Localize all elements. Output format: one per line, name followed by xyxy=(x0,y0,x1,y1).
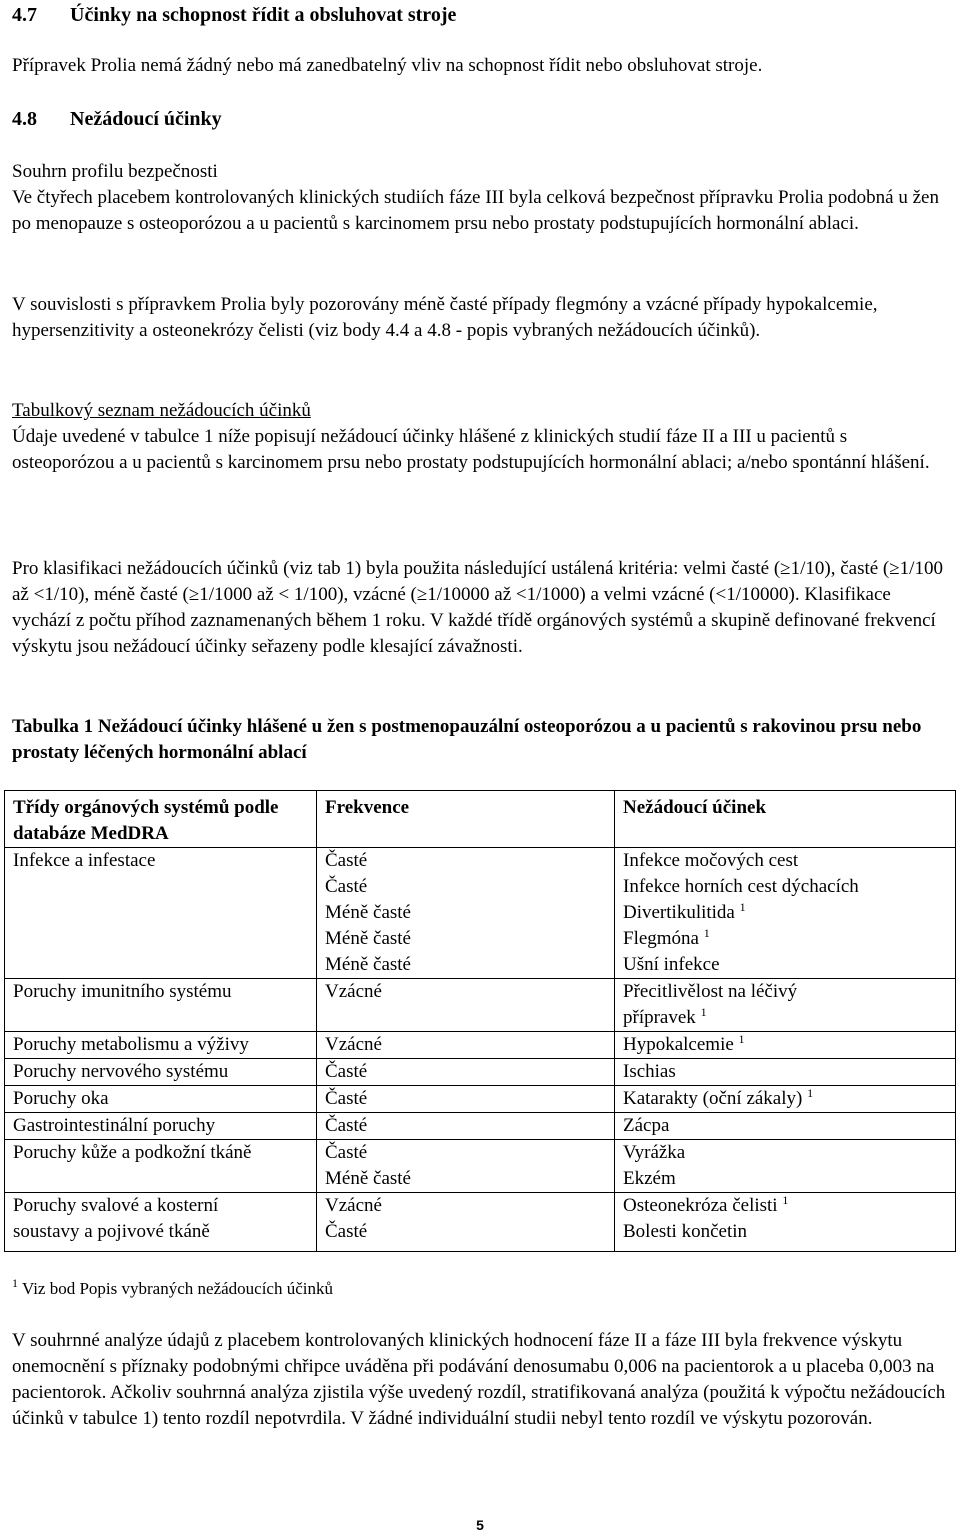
tabular-list xyxy=(12,398,948,476)
table-footnote xyxy=(12,1276,333,1302)
cell-organ-system xyxy=(5,1032,317,1059)
organ-system-text: Poruchy imunitního systému xyxy=(13,981,232,1002)
organ-system-text: Poruchy oka xyxy=(13,1088,109,1109)
section-title: Účinky na schopnost řídit a obsluhovat stroje xyxy=(70,4,457,26)
frequency-text: Časté xyxy=(325,1061,368,1082)
footnote-reference: 1 xyxy=(738,1032,745,1046)
footnote-reference: 1 xyxy=(739,900,746,914)
page-number: 5 xyxy=(476,1517,484,1533)
adverse-effect-text: Flegmóna xyxy=(623,928,699,949)
adverse-effect-text: Infekce močových cest xyxy=(623,850,799,871)
frequency-text: Méně časté xyxy=(325,928,411,949)
adverse-effect-text: Katarakty (oční zákaly) xyxy=(623,1088,803,1109)
frequency-text: Méně časté xyxy=(325,902,411,923)
organ-system-text: Poruchy metabolismu a výživy xyxy=(13,1034,249,1055)
tabular-list-heading: Tabulkový seznam nežádoucích účinků xyxy=(12,400,311,421)
cell-organ-system xyxy=(5,1193,317,1252)
paragraph: Pro klasifikaci nežádoucích účinků (viz tab 1) byla použita následující ustálená kritéria: velmi časté (≥1/10), časté (≥1/100 až <1/10), méně časté (≥1/1000 až < 1/100), vzácné (≥1/10000 až <1/1000) a velmi vzácné (<1/10000). Klasifikace vychází z počtu příhod zaznamenaných během 1 roku. V každé třídě orgánových systémů a skupině definované frekvencí výskytu jsou nežádoucí účinky seřazeny podle klesající závažnosti. xyxy=(12,558,943,657)
organ-system-text: Poruchy nervového systému xyxy=(13,1061,229,1082)
adverse-effect-line xyxy=(623,1059,951,1085)
frequency-text: Časté xyxy=(325,850,368,871)
cell-adverse-effect xyxy=(615,1140,956,1193)
table-row xyxy=(5,1032,956,1059)
footnote-text: Viz bod Popis vybraných nežádoucích účinků xyxy=(21,1279,333,1298)
cell-organ-system xyxy=(5,1059,317,1086)
organ-system-text: Gastrointestinální poruchy xyxy=(13,1115,216,1136)
paragraph: Přípravek Prolia nemá žádný nebo má zanedbatelný vliv na schopnost řídit nebo obsluhovat stroje. xyxy=(12,55,763,76)
cell-adverse-effect xyxy=(615,848,956,979)
adverse-effect-line xyxy=(623,1086,951,1112)
frequency-text: Časté xyxy=(325,876,368,897)
adverse-effect-line xyxy=(623,1219,951,1245)
cell-frequency xyxy=(317,979,615,1032)
classification-paragraph xyxy=(12,556,948,660)
adverse-effect-line xyxy=(623,1032,951,1058)
section-4-7-heading xyxy=(12,2,456,28)
adverse-effect-text: Ekzém xyxy=(623,1168,676,1189)
adverse-effect-line xyxy=(623,1140,951,1166)
header-frequency: Frekvence xyxy=(317,791,615,848)
adverse-effect-text: přípravek xyxy=(623,1007,696,1028)
table-caption xyxy=(12,714,948,766)
adverse-effect-text: Ischias xyxy=(623,1061,676,1082)
cell-adverse-effect xyxy=(615,1032,956,1059)
cell-adverse-effect xyxy=(615,1086,956,1113)
organ-system-text: Infekce a infestace xyxy=(13,850,156,871)
section-number: 4.8 xyxy=(12,108,37,130)
cell-adverse-effect xyxy=(615,1193,956,1252)
frequency-text: Vzácné xyxy=(325,1195,382,1216)
table-header-row xyxy=(5,791,956,848)
cell-organ-system xyxy=(5,1113,317,1140)
adverse-effect-line xyxy=(623,1005,951,1031)
cell-frequency xyxy=(317,848,615,979)
section-title: Nežádoucí účinky xyxy=(70,108,222,130)
table-row xyxy=(5,1086,956,1113)
adverse-effect-line xyxy=(623,874,951,900)
cell-frequency xyxy=(317,1113,615,1140)
frequency-text: Časté xyxy=(325,1115,368,1136)
section-number: 4.7 xyxy=(12,4,37,26)
table-row xyxy=(5,979,956,1032)
cell-frequency xyxy=(317,1193,615,1252)
frequency-text: Časté xyxy=(325,1221,368,1242)
frequency-text: Vzácné xyxy=(325,981,382,1002)
table-row xyxy=(5,1193,956,1252)
caption-text: Tabulka 1 Nežádoucí účinky hlášené u žen s postmenopauzální osteoporózou a u pacientů s rakovinou prsu nebo prostaty léčených hormonální ablací xyxy=(12,716,922,763)
paragraph: V souvislosti s přípravkem Prolia byly pozorovány méně časté případy flegmóny a vzácné případy hypokalcemie, hypersenzitivity a osteonekrózy čelisti (viz body 4.4 a 4.8 - popis vybraných nežádoucích účinků). xyxy=(12,294,878,341)
adverse-effect-line xyxy=(623,1113,951,1139)
adverse-effect-line xyxy=(623,979,951,1005)
cell-adverse-effect xyxy=(615,1113,956,1140)
cell-frequency xyxy=(317,1140,615,1193)
adverse-effect-text: Hypokalcemie xyxy=(623,1034,734,1055)
table-row xyxy=(5,1113,956,1140)
adverse-effect-text: Bolesti končetin xyxy=(623,1221,748,1242)
adverse-effect-line xyxy=(623,848,951,874)
adverse-effect-text: Osteonekróza čelisti xyxy=(623,1195,778,1216)
cell-frequency xyxy=(317,1059,615,1086)
adverse-effect-line xyxy=(623,900,951,926)
table-row xyxy=(5,848,956,979)
adverse-effect-text: Divertikulitida xyxy=(623,902,735,923)
adverse-effect-text: Infekce horních cest dýchacích xyxy=(623,876,859,897)
frequency-text: Časté xyxy=(325,1142,368,1163)
cell-organ-system xyxy=(5,848,317,979)
adverse-effect-line xyxy=(623,952,951,978)
adverse-effect-text: Vyrážka xyxy=(623,1142,686,1163)
cell-organ-system xyxy=(5,1086,317,1113)
footnote-reference: 1 xyxy=(782,1193,789,1207)
adverse-effect-line xyxy=(623,926,951,952)
section-4-7-text xyxy=(12,53,948,79)
footnote-reference: 1 xyxy=(703,926,710,940)
adverse-effect-text: Přecitlivělost na léčivý xyxy=(623,981,798,1002)
adverse-effect-line xyxy=(623,1193,951,1219)
safety-summary-heading: Souhrn profilu bezpečnosti xyxy=(12,161,218,182)
safety-summary xyxy=(12,159,948,237)
header-soc: Třídy orgánových systémů podle databáze MedDRA xyxy=(5,791,317,848)
header-effect: Nežádoucí účinek xyxy=(615,791,956,848)
safety-summary-text: Ve čtyřech placebem kontrolovaných klinických studiích fáze III byla celková bezpečnost přípravku Prolia podobná u žen po menopauze s osteoporózou a u pacientů s karcinomem prsu nebo prostaty podstupujících hormonální ablaci. xyxy=(12,187,939,234)
organ-system-text: soustavy a pojivové tkáně xyxy=(13,1221,210,1242)
organ-system-text: Poruchy svalové a kosterní xyxy=(13,1195,219,1216)
footnote-mark: 1 xyxy=(12,1276,18,1290)
cell-organ-system xyxy=(5,979,317,1032)
adverse-effect-text: Zácpa xyxy=(623,1115,670,1136)
context-paragraph xyxy=(12,292,948,344)
adverse-effect-line xyxy=(623,1166,951,1192)
tabular-list-text: Údaje uvedené v tabulce 1 níže popisují nežádoucí účinky hlášené z klinických studií fáze II a III u pacientů s osteoporózou a u pacientů s karcinomem prsu nebo prostaty podstupujících hormonální ablaci; a/nebo spontánní hlášení. xyxy=(12,426,930,473)
cell-frequency xyxy=(317,1032,615,1059)
table-row xyxy=(5,1140,956,1193)
frequency-text: Vzácné xyxy=(325,1034,382,1055)
adverse-effect-text: Ušní infekce xyxy=(623,954,720,975)
footnote-reference: 1 xyxy=(807,1086,814,1100)
frequency-text: Časté xyxy=(325,1088,368,1109)
footnote-reference: 1 xyxy=(700,1005,707,1019)
cell-adverse-effect xyxy=(615,1059,956,1086)
adverse-effects-table xyxy=(4,790,956,1252)
frequency-text: Méně časté xyxy=(325,1168,411,1189)
cell-organ-system xyxy=(5,1140,317,1193)
section-4-8-heading xyxy=(12,106,222,132)
cell-frequency xyxy=(317,1086,615,1113)
cell-adverse-effect xyxy=(615,979,956,1032)
organ-system-text: Poruchy kůže a podkožní tkáně xyxy=(13,1142,252,1163)
table-row xyxy=(5,1059,956,1086)
frequency-text: Méně časté xyxy=(325,954,411,975)
closing-paragraph xyxy=(12,1328,948,1432)
paragraph: V souhrnné analýze údajů z placebem kontrolovaných klinických hodnocení fáze II a fáze III byla frekvence výskytu onemocnění s příznaky podobnými chřipce uváděna při podávání denosumabu 0,006 na pacientorok a u placeba 0,003 na pacientorok. Ačkoliv souhrnná analýza zjistila výše uvedený rozdíl, stratifikovaná analýza (použitá k výpočtu nežádoucích účinků v tabulce 1) tento rozdíl nepotvrdila. V žádné individuální studii nebyl tento rozdíl ve výskytu pozorován. xyxy=(12,1330,946,1429)
